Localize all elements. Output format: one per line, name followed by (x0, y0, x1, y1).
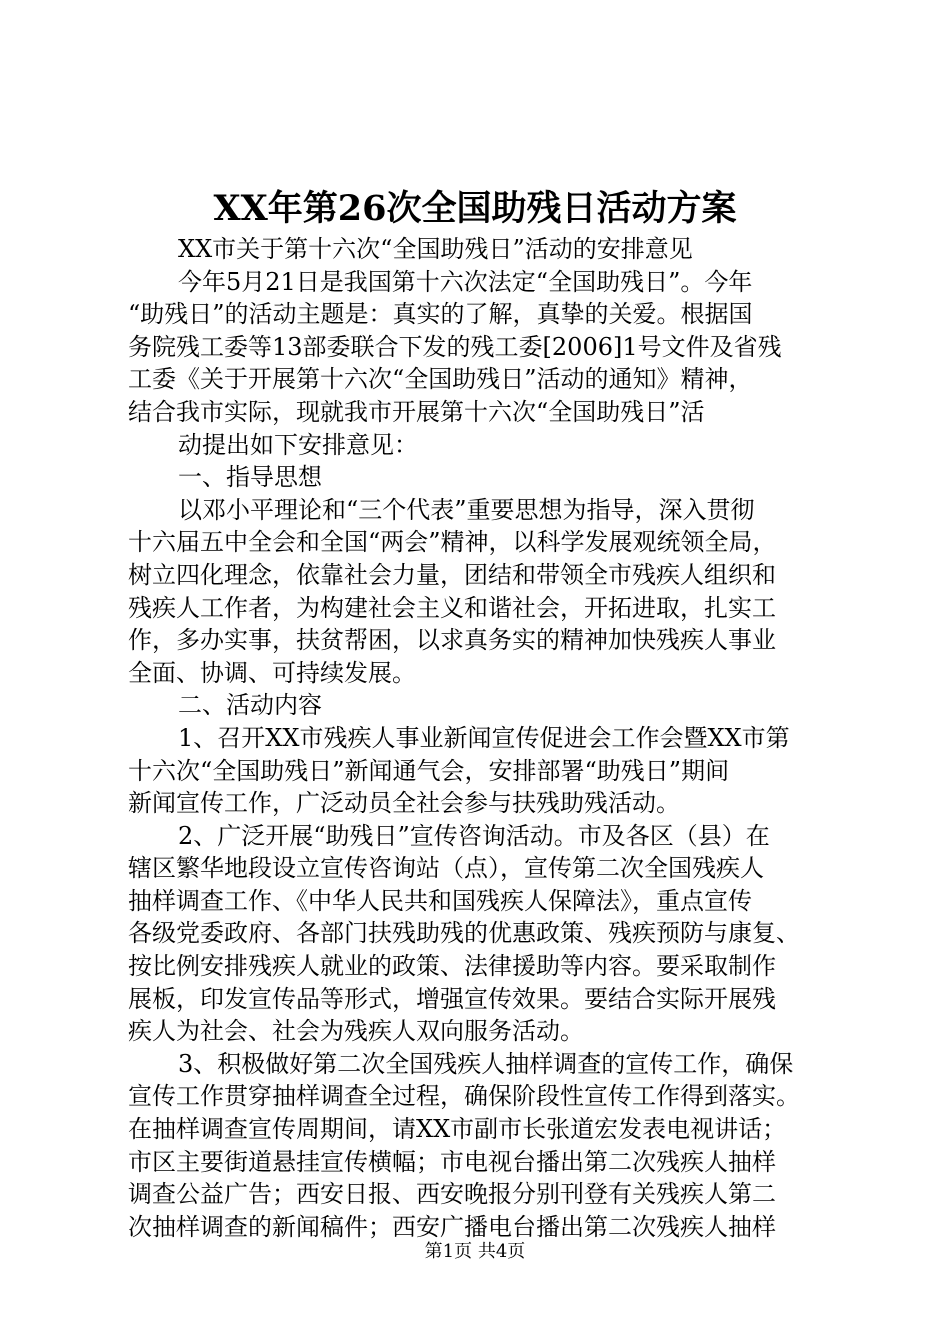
text-line: 以邓小平理论和“三个代表”重要思想为指导，深入贯彻 (178, 495, 755, 524)
text-line: 新闻宣传工作，广泛动员全社会参与扶残助残活动。 (128, 789, 680, 818)
text-line: 疾人为社会、社会为残疾人双向服务活动。 (128, 1017, 584, 1046)
text-line: 二、活动内容 (178, 691, 322, 720)
document-title: XX年第26次全国助残日活动方案 (213, 188, 737, 229)
text-line: XX市关于第十六次“全国助残日”活动的安排意见 (178, 235, 693, 263)
text-line: 结合我市实际，现就我市开展第十六次“全国助残日”活 (128, 397, 705, 426)
text-line: 市区主要街道悬挂宣传横幅；市电视台播出第二次残疾人抽样 (128, 1147, 776, 1176)
text-line: 宣传工作贯穿抽样调查全过程，确保阶段性宣传工作得到落实。 (128, 1082, 800, 1111)
text-line: 动提出如下安排意见： (178, 430, 418, 459)
text-line: 按比例安排残疾人就业的政策、法律援助等内容。要采取制作 (128, 952, 776, 981)
text-line: 辖区繁华地段设立宣传咨询站（点），宣传第二次全国残疾人 (128, 854, 764, 883)
text-line: 一、指导思想 (178, 463, 322, 492)
text-line: 工委《关于开展第十六次“全国助残日”活动的通知》精神， (128, 365, 753, 394)
text-line: 调查公益广告；西安日报、西安晚报分别刊登有关残疾人第二 (128, 1180, 776, 1209)
text-line: 树立四化理念，依靠社会力量，团结和带领全市残疾人组织和 (128, 560, 776, 589)
text-line: 各级党委政府、各部门扶残助残的优惠政策、残疾预防与康复、 (128, 919, 800, 948)
text-line: 十六届五中全会和全国“两会”精神，以科学发展观统领全局， (128, 528, 777, 557)
text-line: 1、召开XX市残疾人事业新闻宣传促进会工作会暨XX市第 (178, 723, 790, 752)
page-footer: 第1页 共4页 (424, 1241, 526, 1262)
text-line: 十六次“全国助残日”新闻通气会，安排部署“助残日”期间 (128, 756, 730, 785)
text-line: 作，多办实事，扶贫帮困，以求真务实的精神加快残疾人事业 (128, 626, 776, 655)
text-line: 3、积极做好第二次全国残疾人抽样调查的宣传工作，确保 (178, 1049, 794, 1078)
text-line: 在抽样调查宣传周期间，请XX市副市长张道宏发表电视讲话； (128, 1115, 787, 1144)
text-line: 残疾人工作者，为构建社会主义和谐社会，开拓进取，扎实工 (128, 593, 776, 622)
text-line: “助残日”的活动主题是：真实的了解，真挚的关爱。根据国 (128, 300, 753, 329)
text-line: 今年5月21日是我国第十六次法定“全国助残日”。今年 (178, 267, 753, 296)
text-line: 展板，印发宣传品等形式，增强宣传效果。要结合实际开展残 (128, 984, 776, 1013)
text-line: 2、广泛开展“助残日”宣传咨询活动。市及各区（县）在 (178, 821, 770, 850)
text-line: 务院残工委等13部委联合下发的残工委[2006]1号文件及省残 (128, 332, 782, 361)
document-body (128, 233, 838, 1243)
text-line: 全面、协调、可持续发展。 (128, 658, 416, 687)
text-line: 次抽样调查的新闻稿件；西安广播电台播出第二次残疾人抽样 (128, 1212, 776, 1241)
text-line: 抽样调查工作、《中华人民共和国残疾人保障法》，重点宣传 (128, 886, 752, 915)
